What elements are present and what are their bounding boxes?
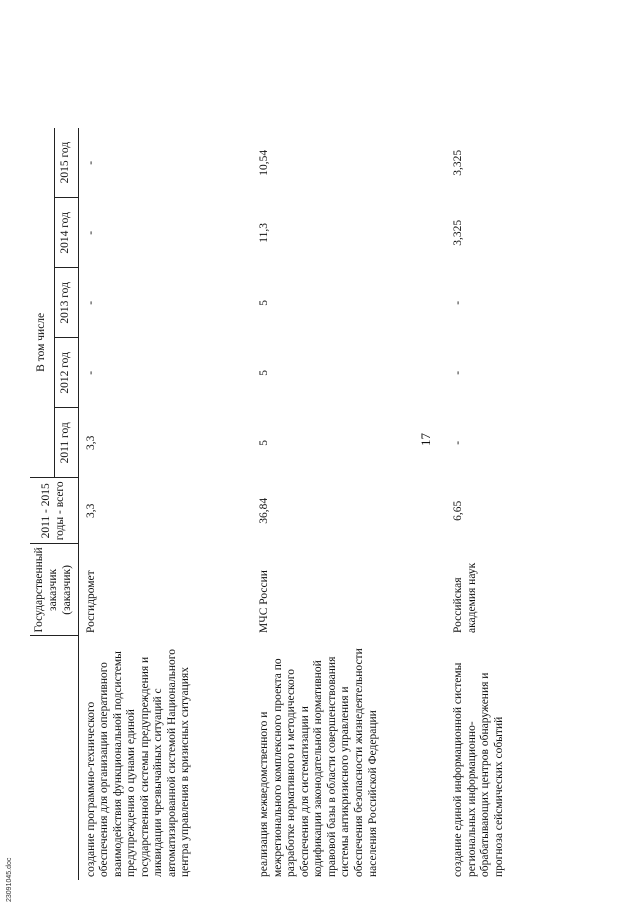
row-total: 3,3 — [84, 503, 97, 519]
header-year-2014: 2014 год — [54, 198, 78, 268]
header-description — [30, 636, 78, 880]
row-customer: МЧС России — [258, 570, 270, 633]
row-customer: Российская академия наук — [452, 562, 478, 633]
row-value-2014: 3,325 — [452, 219, 464, 246]
row-value-2013: 5 — [258, 299, 270, 306]
table-row — [448, 128, 568, 880]
table-row — [78, 128, 254, 880]
row-description: реализация межведомственного и межрегионального комплексного проекта по разработке нормативного и методического обеспечения для систематизации и кодификации законодательной нормативной правовой базы в области совершенствования системы антикризисного управления и обеспечения безопасности жизнедеятельности населения Российской Федерации — [258, 648, 379, 877]
row-value-2012: 5 — [258, 369, 270, 376]
row-value-2011: 3,3 — [84, 435, 97, 451]
row-value-2015: - — [84, 160, 97, 165]
page-number: 17 — [418, 433, 433, 446]
table-row — [254, 128, 448, 880]
header-year-2013: 2013 год — [54, 268, 78, 338]
header-year-2015: 2015 год — [54, 128, 78, 198]
header-year-2011: 2011 год — [54, 408, 78, 478]
header-customer: Государственный заказчик (заказчик) — [30, 544, 78, 636]
header-including: В том числе — [30, 128, 54, 478]
row-description: создание единой информационной системы региональных информационно-обрабатывающих центров обнаружения и прогноза сейсмических событий — [452, 662, 505, 877]
row-value-2011: 5 — [258, 439, 270, 446]
document-footer: 23091045.doc — [6, 857, 13, 902]
row-value-2013: - — [84, 300, 97, 305]
header-total: 2011 - 2015 годы - всего — [30, 478, 78, 544]
row-value-2013: - — [452, 300, 464, 305]
row-customer: Росгидромет — [84, 570, 97, 633]
row-value-2014: 11,3 — [258, 223, 270, 243]
program-table — [30, 128, 568, 880]
row-value-2014: - — [84, 230, 97, 235]
row-value-2015: 10,54 — [258, 149, 270, 176]
row-description: создание программно-технического обеспечения для организации оперативного взаимодействия функциональной подсистемы предупреждения о цунами единой государственной системы предупреждения и ликвидации чрезвычайных ситуаций с автоматизированной системой Национального центра управления в кризисных ситуациях — [84, 649, 192, 877]
rotated-page — [30, 30, 610, 880]
row-total: 36,84 — [258, 497, 270, 524]
row-value-2015: 3,325 — [452, 149, 464, 176]
row-value-2011: - — [452, 440, 464, 445]
row-total: 6,65 — [452, 500, 464, 521]
row-value-2012: - — [452, 370, 464, 375]
header-year-2012: 2012 год — [54, 338, 78, 408]
row-value-2012: - — [84, 370, 97, 375]
